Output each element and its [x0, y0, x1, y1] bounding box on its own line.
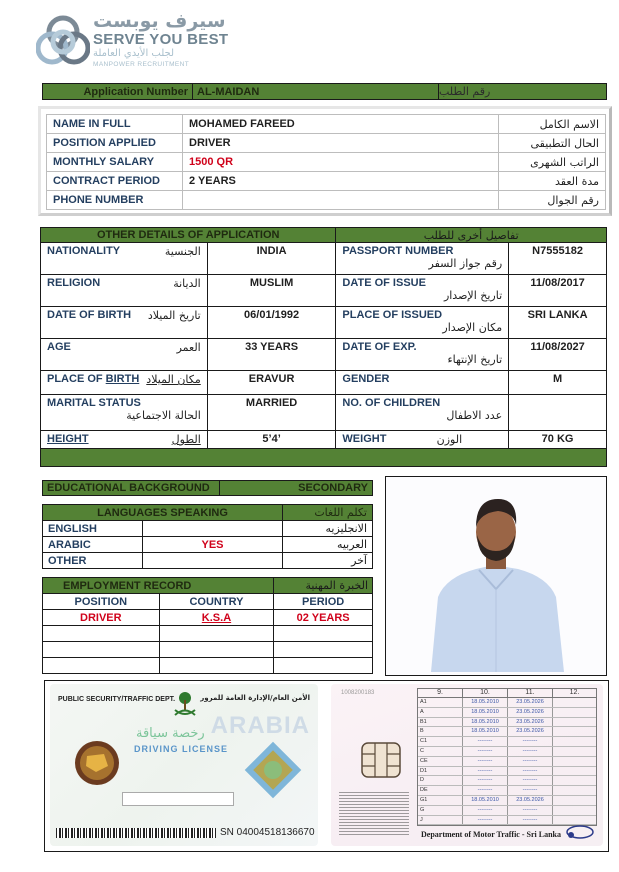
field-label — [41, 307, 208, 339]
field-label: PHONE NUMBER — [47, 191, 183, 210]
language-value — [143, 553, 283, 569]
license-class-from: -------- — [463, 806, 508, 815]
column-header: COUNTRY — [159, 594, 274, 610]
license-class-restriction — [553, 767, 596, 776]
employment-position — [43, 658, 160, 674]
label-en: PLACE OF ISSUED — [342, 309, 443, 321]
phone-value — [183, 191, 499, 210]
person-portrait-icon — [386, 477, 607, 676]
employment-position: DRIVER — [43, 610, 160, 626]
label-ar: العمر — [176, 341, 201, 354]
section-footer-bar — [41, 449, 607, 467]
nationality-value: INDIA — [207, 243, 336, 275]
logo-english-subtitle: MANPOWER RECRUITMENT — [93, 61, 190, 68]
license-class-row — [418, 776, 596, 786]
section-title: OTHER DETAILS OF APPLICATION — [41, 228, 336, 243]
section-title-ar: تكلم اللغات — [283, 505, 373, 521]
label-ar: الجنسية — [164, 245, 201, 258]
license-dept-en: PUBLIC SECURITY/TRAFFIC DEPT. — [58, 696, 176, 703]
license-info-strip — [122, 792, 234, 806]
license-class-from: -------- — [463, 786, 508, 795]
label-en: NO. OF CHILDREN — [342, 397, 441, 409]
license-class-from: -------- — [463, 757, 508, 766]
license-class-restriction — [553, 708, 596, 717]
palm-swords-emblem-icon — [172, 690, 198, 718]
license-class-row — [418, 698, 596, 708]
section-title: EMPLOYMENT RECORD — [43, 578, 274, 594]
license-footer: Department of Motor Traffic - Sri Lanka — [421, 830, 561, 839]
table-row — [43, 610, 373, 626]
table-row — [43, 642, 373, 658]
license-class-from: -------- — [463, 776, 508, 785]
label-en: MARITAL STATUS — [47, 397, 141, 409]
license-class-to: -------- — [508, 767, 553, 776]
license-title-en: DRIVING LICENSE — [134, 744, 229, 754]
language-value: YES — [143, 537, 283, 553]
language-label: ARABIC — [43, 537, 143, 553]
license-class-code: C1 — [418, 737, 463, 746]
field-label — [336, 371, 509, 395]
personal-info-table — [46, 114, 606, 210]
table-row — [41, 339, 607, 371]
section-header — [43, 505, 373, 521]
license-class-to: 23.05.2026 — [508, 727, 553, 736]
age-value: 33 YEARS — [207, 339, 336, 371]
license-class-restriction — [553, 806, 596, 815]
srilanka-driving-license-image — [331, 684, 603, 846]
language-label: OTHER — [43, 553, 143, 569]
license-class-code: D1 — [418, 767, 463, 776]
field-label: CONTRACT PERIOD — [47, 172, 183, 191]
license-class-restriction — [553, 757, 596, 766]
license-class-to: -------- — [508, 776, 553, 785]
license-class-from: 18.05.2010 — [463, 708, 508, 717]
column-header: PERIOD — [274, 594, 373, 610]
license-class-row — [418, 718, 596, 728]
license-class-to: 23.05.2026 — [508, 796, 553, 805]
label-en: PASSPORT NUMBER — [342, 245, 454, 257]
field-label — [41, 431, 208, 449]
employment-position — [43, 626, 160, 642]
label-ar: الطول — [171, 433, 201, 446]
license-class-to: -------- — [508, 816, 553, 825]
vehicle-emblem-icon — [565, 824, 595, 840]
field-label — [336, 307, 509, 339]
table-row — [47, 172, 606, 191]
saudi-driving-license-image — [50, 684, 318, 846]
field-label-ar: الاسم الكامل — [499, 115, 606, 134]
label-en: GENDER — [342, 373, 390, 385]
license-class-to: 23.05.2026 — [508, 718, 553, 727]
label-ar: رقم جواز السفر — [428, 257, 503, 270]
table-row — [47, 153, 606, 172]
license-class-row — [418, 786, 596, 796]
field-label-ar: الراتب الشهرى — [499, 153, 606, 172]
language-label: ENGLISH — [43, 521, 143, 537]
label-ar: عدد الاطفال — [446, 409, 503, 422]
label-en: DATE OF EXP. — [342, 341, 417, 353]
section-header — [41, 228, 607, 243]
date-of-expiry-value: 11/08/2027 — [509, 339, 607, 371]
application-number-bar — [42, 83, 607, 100]
label-en: AGE — [47, 341, 71, 353]
table-row — [43, 521, 373, 537]
gcc-emblem-icon — [74, 740, 120, 786]
label-underlined: BIRTH — [105, 373, 140, 385]
license-class-to: 23.05.2026 — [508, 708, 553, 717]
table-row — [41, 395, 607, 431]
table-row — [41, 431, 607, 449]
salary-value: 1500 QR — [183, 153, 499, 172]
employment-period — [274, 642, 373, 658]
license-class-row — [418, 727, 596, 737]
height-value: 5’4’ — [207, 431, 336, 449]
license-class-restriction — [553, 727, 596, 736]
license-class-row — [418, 796, 596, 806]
application-number-label-ar: رقم الطلب — [439, 85, 491, 98]
knot-logo-icon — [36, 14, 90, 70]
license-class-row — [418, 806, 596, 816]
label-en: WEIGHT — [342, 433, 387, 445]
field-label-ar: الحال التطبيقى — [499, 134, 606, 153]
field-label — [41, 395, 208, 431]
table-row — [43, 553, 373, 569]
passport-number-value: N7555182 — [509, 243, 607, 275]
license-class-restriction — [553, 796, 596, 805]
employment-country — [159, 642, 274, 658]
label-ar: مكان الميلاد — [146, 373, 201, 386]
place-of-issue-value: SRI LANKA — [509, 307, 607, 339]
employment-country — [159, 626, 274, 642]
religion-value: MUSLIM — [207, 275, 336, 307]
education-bar — [42, 480, 373, 496]
logo-arabic-name: سيرف يوبست — [93, 10, 226, 32]
language-label-ar: آخر — [283, 553, 373, 569]
license-class-from: 18.05.2010 — [463, 796, 508, 805]
license-class-code: G1 — [418, 796, 463, 805]
field-label — [41, 275, 208, 307]
license-fields-legend — [339, 792, 409, 836]
license-class-grid — [417, 688, 597, 826]
column-header: 9. — [418, 689, 463, 697]
place-of-birth-value: ERAVUR — [207, 371, 336, 395]
section-title-ar: تفاصيل أخرى للطلب — [336, 228, 607, 243]
language-value — [143, 521, 283, 537]
employment-country — [159, 658, 274, 674]
employment-period: 02 YEARS — [274, 610, 373, 626]
hologram-icon — [243, 740, 303, 800]
license-class-restriction — [553, 747, 596, 756]
license-class-from: -------- — [463, 747, 508, 756]
label-ar: الوزن — [436, 433, 463, 446]
label-ar: الحالة الاجتماعية — [126, 409, 201, 422]
license-class-from: -------- — [463, 767, 508, 776]
education-value: SECONDARY — [298, 482, 368, 494]
table-row — [41, 371, 607, 395]
license-arabia-text: ARABIA — [210, 712, 310, 739]
license-class-to: -------- — [508, 737, 553, 746]
license-class-from: 18.05.2010 — [463, 718, 508, 727]
label-en: DATE OF BIRTH — [47, 309, 132, 321]
license-class-to: -------- — [508, 757, 553, 766]
employment-period — [274, 658, 373, 674]
employment-period — [274, 626, 373, 642]
field-label: MONTHLY SALARY — [47, 153, 183, 172]
license-class-from: -------- — [463, 816, 508, 825]
section-title: LANGUAGES SPEAKING — [43, 505, 283, 521]
license-class-row — [418, 747, 596, 757]
table-row — [43, 537, 373, 553]
gender-value: M — [509, 371, 607, 395]
marital-status-value: MARRIED — [207, 395, 336, 431]
label-en — [47, 373, 139, 386]
license-title-ar: رخصة سياقة — [136, 726, 205, 741]
field-label — [41, 243, 208, 275]
field-label — [336, 339, 509, 371]
label-en: HEIGHT — [47, 433, 89, 445]
license-class-code: J — [418, 816, 463, 825]
field-label: POSITION APPLIED — [47, 134, 183, 153]
license-class-from: -------- — [463, 737, 508, 746]
field-label — [336, 275, 509, 307]
barcode — [56, 828, 216, 838]
footer-bar — [41, 449, 607, 467]
column-headers — [43, 594, 373, 610]
label-en: DATE OF ISSUE — [342, 277, 426, 289]
application-number-value: AL-MAIDAN — [193, 84, 439, 99]
language-label-ar: الانجليزيه — [283, 521, 373, 537]
table-row — [41, 243, 607, 275]
license-class-row — [418, 737, 596, 747]
license-class-from: 18.05.2010 — [463, 727, 508, 736]
full-name-value: MOHAMED FAREED — [183, 115, 499, 134]
field-label-ar: مدة العقد — [499, 172, 606, 191]
section-title-ar: الخبرة المهنية — [274, 578, 373, 594]
table-row — [43, 658, 373, 674]
table-row — [47, 134, 606, 153]
table-row — [43, 626, 373, 642]
license-class-from: 18.05.2010 — [463, 698, 508, 707]
label-ar: الديانة — [173, 277, 201, 290]
table-row — [47, 115, 606, 134]
license-class-row — [418, 757, 596, 767]
license-class-code: A — [418, 708, 463, 717]
license-class-code: B — [418, 727, 463, 736]
license-class-restriction — [553, 776, 596, 785]
date-of-birth-value: 06/01/1992 — [207, 307, 336, 339]
field-label: NAME IN FULL — [47, 115, 183, 134]
label-prefix: PLACE OF — [47, 373, 106, 385]
column-header: 11. — [508, 689, 553, 697]
label-ar: تاريخ الإنتهاء — [447, 353, 503, 366]
column-header: 10. — [463, 689, 508, 697]
field-label — [336, 431, 509, 449]
field-label — [336, 243, 509, 275]
label-en: RELIGION — [47, 277, 101, 289]
field-label — [41, 339, 208, 371]
label-ar: مكان الإصدار — [442, 321, 503, 334]
field-label — [336, 395, 509, 431]
weight-value: 70 KG — [509, 431, 607, 449]
license-serial-number: SN 04004518136670 — [220, 827, 315, 838]
license-number: 1008200183 — [341, 690, 375, 696]
license-class-row — [418, 708, 596, 718]
table-row — [47, 191, 606, 210]
contract-period-value: 2 YEARS — [183, 172, 499, 191]
license-class-to: 23.05.2026 — [508, 698, 553, 707]
applicant-photo — [385, 476, 607, 676]
field-label — [41, 371, 208, 395]
license-class-code: CE — [418, 757, 463, 766]
label-ar: تاريخ الميلاد — [147, 309, 201, 322]
license-class-code: B1 — [418, 718, 463, 727]
personal-info-panel — [38, 106, 612, 216]
column-header: POSITION — [43, 594, 160, 610]
position-value: DRIVER — [183, 134, 499, 153]
license-class-restriction — [553, 698, 596, 707]
education-label: EDUCATIONAL BACKGROUND — [43, 481, 220, 495]
logo-english-name: SERVE YOU BEST — [93, 31, 229, 48]
language-label-ar: العربيه — [283, 537, 373, 553]
logo-arabic-subtitle: لجلب الأيدي العاملة — [93, 48, 175, 59]
section-header — [43, 578, 373, 594]
license-class-code: DE — [418, 786, 463, 795]
employment-country: K.S.A — [159, 610, 274, 626]
children-value — [509, 395, 607, 431]
other-details-table — [40, 227, 607, 467]
field-label-ar: رقم الجوال — [499, 191, 606, 210]
license-class-code: A1 — [418, 698, 463, 707]
column-header: 12. — [569, 689, 580, 696]
license-class-to: -------- — [508, 806, 553, 815]
languages-table — [42, 504, 373, 569]
license-class-to: -------- — [508, 786, 553, 795]
license-class-restriction — [553, 718, 596, 727]
license-class-to: -------- — [508, 747, 553, 756]
license-dept-ar: الأمن العام/الإدارة العامة للمرور — [200, 694, 310, 702]
license-class-row — [418, 767, 596, 777]
employment-table — [42, 577, 373, 674]
date-of-issue-value: 11/08/2017 — [509, 275, 607, 307]
license-class-rows — [418, 698, 596, 825]
label-en: NATIONALITY — [47, 245, 121, 257]
chip-icon — [361, 742, 401, 778]
license-class-code: G — [418, 806, 463, 815]
table-row — [41, 307, 607, 339]
license-class-restriction — [553, 786, 596, 795]
employment-position — [43, 642, 160, 658]
license-class-restriction — [553, 737, 596, 746]
license-class-code: C — [418, 747, 463, 756]
label-ar: تاريخ الإصدار — [443, 289, 503, 302]
table-row — [41, 275, 607, 307]
application-number-label: Application Number — [43, 84, 193, 99]
license-class-code: D — [418, 776, 463, 785]
